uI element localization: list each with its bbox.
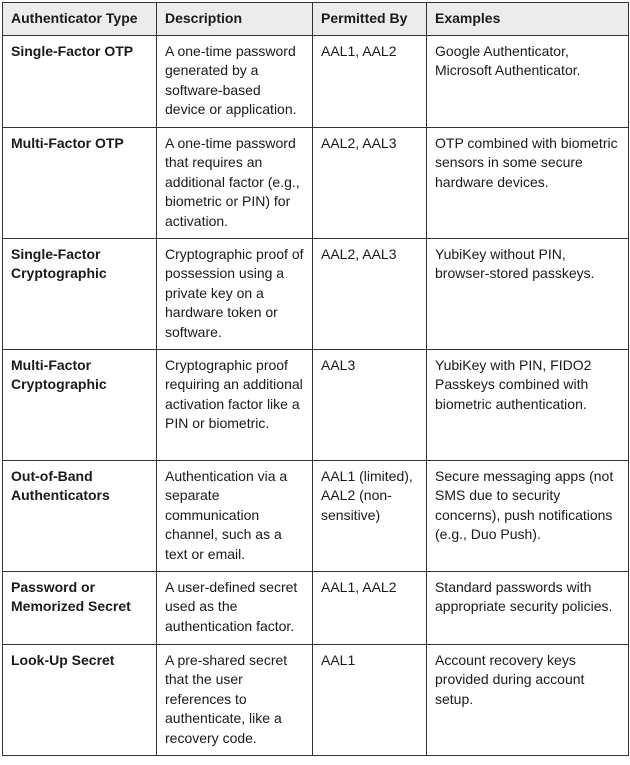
table-row xyxy=(3,460,629,571)
authenticator-type-cell: Multi-Factor OTP xyxy=(3,127,157,238)
authenticator-table xyxy=(2,2,629,756)
table-row xyxy=(3,644,629,755)
examples-cell: Standard passwords with appropriate security policies. xyxy=(427,571,629,644)
examples-cell: YubiKey with PIN, FIDO2 Passkeys combined with biometric authentication. xyxy=(427,349,629,460)
authenticator-type-cell: Single-Factor OTP xyxy=(3,35,157,127)
description-cell: Authentication via a separate communication channel, such as a text or email. xyxy=(157,460,313,571)
description-cell: Cryptographic proof of possession using a private key on a hardware token or software. xyxy=(157,238,313,349)
examples-cell: Secure messaging apps (not SMS due to security concerns), push notifications (e.g., Duo Push). xyxy=(427,460,629,571)
permitted-by-cell: AAL1, AAL2 xyxy=(313,35,427,127)
authenticator-type-cell: Single-Factor Cryptographic xyxy=(3,238,157,349)
examples-cell: OTP combined with biometric sensors in some secure hardware devices. xyxy=(427,127,629,238)
description-cell: A one-time password that requires an additional factor (e.g., biometric or PIN) for activation. xyxy=(157,127,313,238)
header-row xyxy=(3,3,629,36)
authenticator-type-cell: Password or Memorized Secret xyxy=(3,571,157,644)
header-description: Description xyxy=(157,3,313,36)
permitted-by-cell: AAL2, AAL3 xyxy=(313,127,427,238)
examples-cell: Account recovery keys provided during account setup. xyxy=(427,644,629,755)
table-row xyxy=(3,571,629,644)
permitted-by-cell: AAL1, AAL2 xyxy=(313,571,427,644)
header-authenticator-type: Authenticator Type xyxy=(3,3,157,36)
table-row xyxy=(3,238,629,349)
examples-cell: Google Authenticator, Microsoft Authenticator. xyxy=(427,35,629,127)
authenticator-type-cell: Out-of-Band Authenticators xyxy=(3,460,157,571)
permitted-by-cell: AAL3 xyxy=(313,349,427,460)
authenticator-type-cell: Look-Up Secret xyxy=(3,644,157,755)
table-row xyxy=(3,349,629,460)
permitted-by-cell: AAL2, AAL3 xyxy=(313,238,427,349)
description-cell: A user-defined secret used as the authentication factor. xyxy=(157,571,313,644)
table-row xyxy=(3,127,629,238)
description-cell: A one-time password generated by a software-based device or application. xyxy=(157,35,313,127)
description-cell: A pre-shared secret that the user references to authenticate, like a recovery code. xyxy=(157,644,313,755)
header-permitted-by: Permitted By xyxy=(313,3,427,36)
examples-cell: YubiKey without PIN, browser-stored passkeys. xyxy=(427,238,629,349)
permitted-by-cell: AAL1 (limited), AAL2 (non-sensitive) xyxy=(313,460,427,571)
description-cell: Cryptographic proof requiring an additional activation factor like a PIN or biometric. xyxy=(157,349,313,460)
header-examples: Examples xyxy=(427,3,629,36)
table-row xyxy=(3,35,629,127)
permitted-by-cell: AAL1 xyxy=(313,644,427,755)
authenticator-type-cell: Multi-Factor Cryptographic xyxy=(3,349,157,460)
